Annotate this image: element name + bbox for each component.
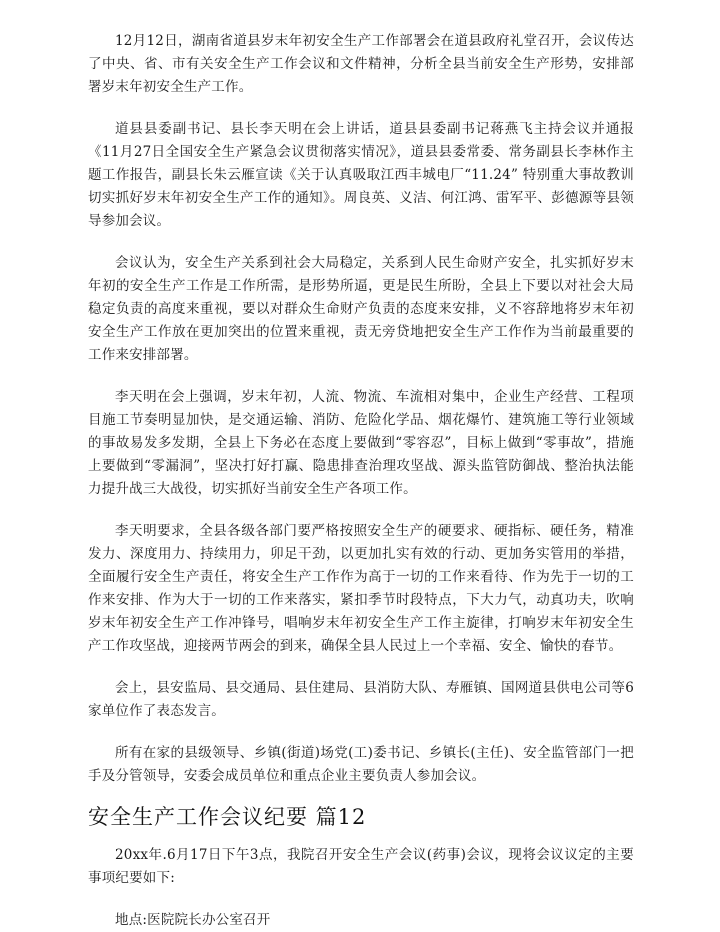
paragraph-emphasis: 李天明在会上强调，岁末年初，人流、物流、车流相对集中，企业生产经营、工程项目施工节奏明显加快，是交通运输、消防、危险化学品、烟花爆竹、建筑施工等行业领域的事故易发多发期，全县上下务必在态度上要做到“零容忍”，目标上做到“零事故”，措施上要做到“零漏洞”，坚决打好打赢、隐患排查治理攻坚战、源头监管防御战、整治执法能力提升战三大战役，切实抓好当前安全生产各项工作。	[88, 389, 634, 497]
paragraph-minutes-intro: 20xx年.6月17日下午3点，我院召开安全生产会议(药事)会议，现将会议议定的主要事项纪要如下:	[88, 847, 634, 886]
paragraph-meeting-view: 会议认为，安全生产关系到社会大局稳定，关系到人民生命财产安全，扎实抓好岁末年初的安全生产工作是工作所需，是形势所逼，更是民生所盼，全县上下要以对社会大局稳定负责的高度来重视，要以对群众生命财产负责的态度来安排，义不容辞地将岁末年初安全生产工作放在更加突出的位置来重视，责无旁贷地把安全生产工作作为当前最重要的工作来安排部署。	[88, 255, 634, 363]
paragraph-attendees: 道县县委副书记、县长李天明在会上讲话，道县县委副书记蒋燕飞主持会议并通报《11月27日全国安全生产紧急会议贯彻落实情况》，道县县委常委、常务副县长李林作主题工作报告，副县长朱云雁宣读《关于认真吸取江西丰城电厂“11.24” 特别重大事故教训切实抓好岁末年初安全生产工作的通知》。周良英、义洁、何江鸿、雷军平、彭德源等县领导参加会议。	[88, 121, 634, 229]
paragraph-participants: 所有在家的县级领导、乡镇(街道)场党(工)委书记、乡镇长(主任)、安全监管部门一把手及分管领导，安委会成员单位和重点企业主要负责人参加会议。	[88, 745, 634, 784]
document-page	[88, 30, 634, 932]
paragraph-statements: 会上，县安监局、县交通局、县住建局、县消防大队、寿雁镇、国网道县供电公司等6家单位作了表态发言。	[88, 680, 634, 719]
paragraph-requirements: 李天明要求，全县各级各部门要严格按照安全生产的硬要求、硬指标、硬任务，精准发力、深度用力、持续用力，卯足干劲，以更加扎实有效的行动、更加务实管用的举措，全面履行安全生产责任，将安全生产工作作为高于一切的工作来看待、作为先于一切的工作来安排、作为大于一切的工作来落实，紧扣季节时段特点，下大力气，动真功夫，吹响岁末年初安全生产工作冲锋号，唱响岁末年初安全生产工作主旋律，打响岁末年初安全生产工作攻坚战，迎接两节两会的到来，确保全县人民过上一个幸福、安全、愉快的春节。	[88, 523, 634, 654]
paragraph-meeting-opening: 12月12日，湖南省道县岁末年初安全生产工作部署会在道县政府礼堂召开，会议传达了中央、省、市有关安全生产工作会议和文件精神，分析全县当前安全生产形势，安排部署岁末年初安全生产工作。	[88, 33, 634, 95]
section-heading: 安全生产工作会议纪要 篇12	[88, 805, 367, 829]
paragraph-location: 地点:医院院长办公室召开	[115, 912, 271, 928]
